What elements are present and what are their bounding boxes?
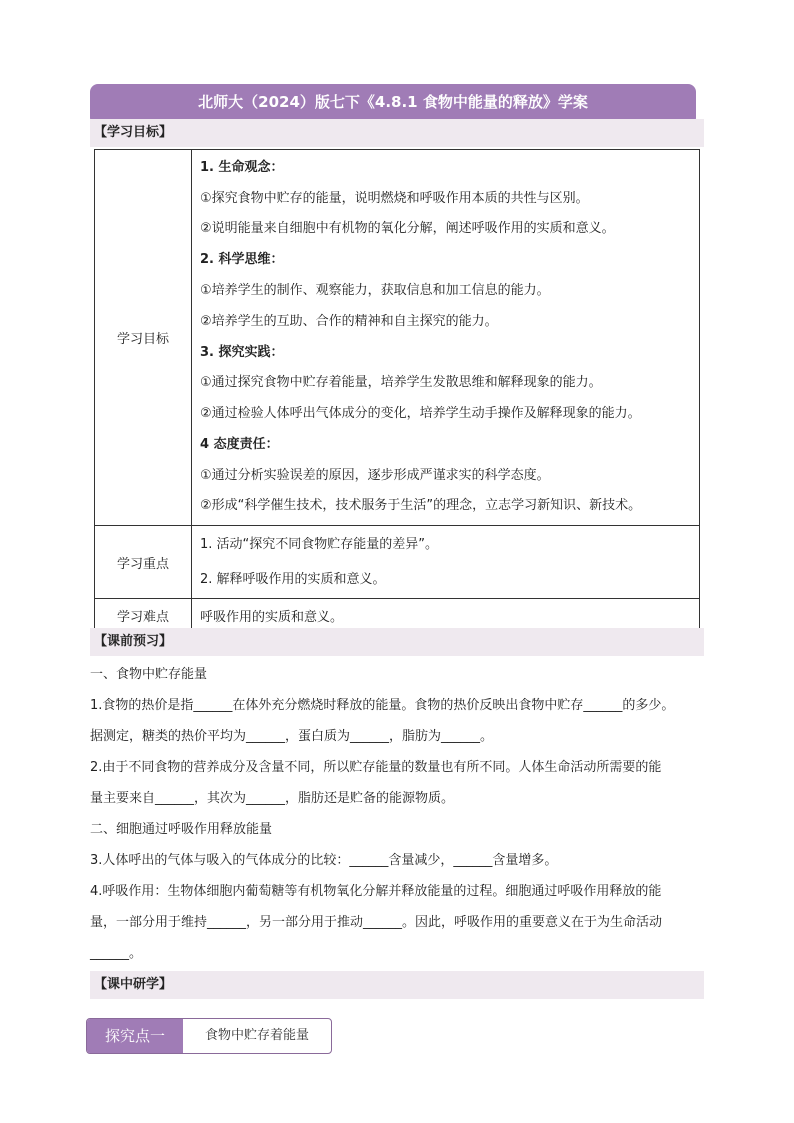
difficulties-content: 呼吸作用的实质和意义。 xyxy=(192,599,700,633)
preview-line: 2.由于不同食物的营养成分及含量不同，所以贮存能量的数量也有所不同。人体生命活动所需要的能 xyxy=(90,760,662,775)
key-point-line: 2. 解释呼吸作用的实质和意义。 xyxy=(200,572,386,587)
goal-line: ①培养学生的制作、观察能力，获取信息和加工信息的能力。 xyxy=(200,282,550,298)
preview-line: 据测定，糖类的热价平均为______，蛋白质为______，脂肪为______。 xyxy=(90,729,494,744)
preview-line: 量，一部分用于维持______，另一部分用于推动______。因此，呼吸作用的重要意义在于为生命活动 xyxy=(90,915,663,930)
preview-line: 3.人体呼出的气体与吸入的气体成分的比较：______含量减少，______含量增多。 xyxy=(90,853,558,868)
preview-body xyxy=(90,659,704,969)
goal-line: ①探究食物中贮存的能量，说明燃烧和呼吸作用本质的共性与区别。 xyxy=(200,190,589,206)
section-header-goals: 【学习目标】 xyxy=(90,119,704,147)
table-row-key-points xyxy=(95,526,700,599)
preview-line: 量主要来自______，其次为______，脂肪还是贮备的能源物质。 xyxy=(90,791,455,806)
preview-line: 二、细胞通过呼吸作用释放能量 xyxy=(90,822,273,837)
goals-label: 学习目标 xyxy=(95,150,192,526)
section-header-study: 【课中研学】 xyxy=(90,971,704,999)
goals-table xyxy=(94,149,700,633)
preview-line: 4.呼吸作用：生物体细胞内葡萄糖等有机物氧化分解并释放能量的过程。细胞通过呼吸作用释放的能 xyxy=(90,884,662,899)
preview-line: ______。 xyxy=(90,946,143,961)
goal-line: ①通过分析实验误差的原因，逐步形成严谨求实的科学态度。 xyxy=(200,467,550,483)
goal-line: ①通过探究食物中贮存着能量，培养学生发散思维和解释现象的能力。 xyxy=(200,375,602,391)
preview-line: 1.食物的热价是指______在体外充分燃烧时释放的能量。食物的热价反映出食物中贮存______的多少。 xyxy=(90,698,675,713)
goal-line: ②形成“科学催生技术，技术服务于生活”的理念，立志学习新知识、新技术。 xyxy=(200,498,642,514)
key-point-line: 1. 活动“探究不同食物贮存能量的差异”。 xyxy=(200,537,439,552)
table-row-goals xyxy=(95,150,700,526)
goal-line: 1. 生命观念： xyxy=(200,159,284,175)
section-header-preview: 【课前预习】 xyxy=(90,628,704,656)
goal-line: 4 态度责任： xyxy=(200,436,279,452)
key-points-content xyxy=(192,526,700,599)
preview-line: 一、食物中贮存能量 xyxy=(90,667,208,682)
explore-point-box xyxy=(86,1018,332,1054)
goal-line: ②说明能量来自细胞中有机物的氧化分解，阐述呼吸作用的实质和意义。 xyxy=(200,221,615,237)
goals-content xyxy=(192,150,700,526)
goal-line: ②培养学生的互助、合作的精神和自主探究的能力。 xyxy=(200,313,498,329)
difficulties-label: 学习难点 xyxy=(95,599,192,633)
explore-point-topic: 食物中贮存着能量 xyxy=(205,1028,310,1043)
key-points-label: 学习重点 xyxy=(95,526,192,599)
document-title: 北师大（2024）版七下《4.8.1 食物中能量的释放》学案 xyxy=(90,84,696,120)
goal-line: ②通过检验人体呼出气体成分的变化，培养学生动手操作及解释现象的能力。 xyxy=(200,406,641,422)
goal-line: 3. 探究实践： xyxy=(200,344,284,360)
goal-line: 2. 科学思维： xyxy=(200,252,284,268)
explore-point-tag: 探究点一 xyxy=(87,1019,183,1053)
